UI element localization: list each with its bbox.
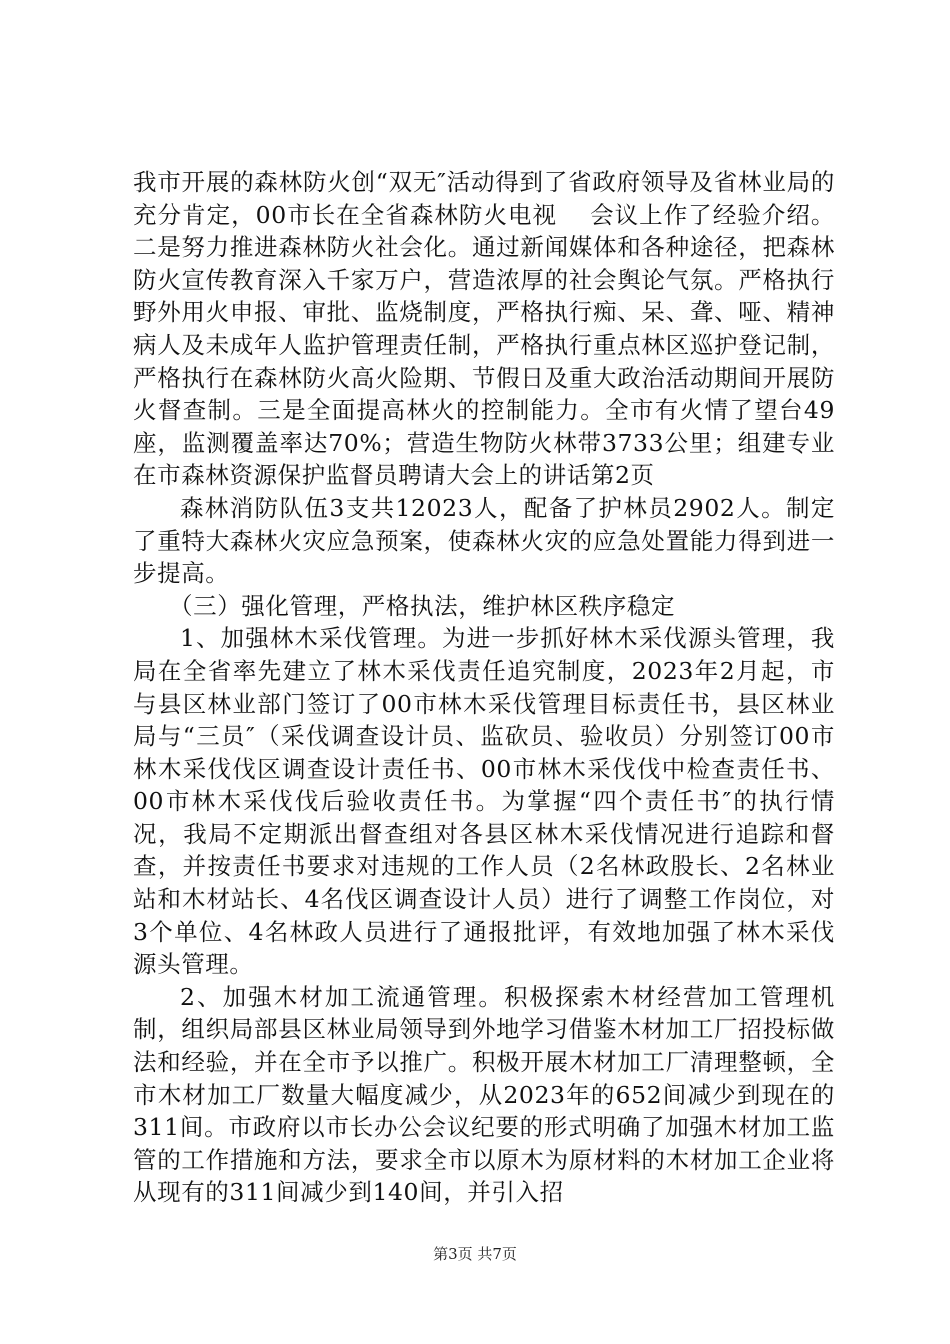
page-number-footer: 第3页 共7页 xyxy=(433,1245,517,1263)
paragraph-timber-processing: 2、加强木材加工流通管理。积极探索木材经营加工管理机制，组织局部县区林业局领导到外地学习借鉴木材加工厂招投标做法和经验，并在全市予以推广。积极开展木材加工厂清理整顿，全市木材加工厂数量大幅度减少，从2023年的652间减少到现在的311间。市政府以市长办公会议纪要的形式明确了加强木材加工监管的工作措施和方法，要求全市以原木为原材料的木材加工企业将从现有的311间减少到140间，并引入招 xyxy=(133,982,835,1207)
document-body xyxy=(133,166,835,1209)
paragraph-fire-brigade: 森林消防队伍3支共12023人，配备了护林员2902人。制定了重特大森林火灾应急预案，使森林火灾的应急处置能力得到进一步提高。 xyxy=(133,493,835,588)
paragraph-logging-management: 1、加强林木采伐管理。为进一步抓好林木采伐源头管理，我局在全省率先建立了林木采伐责任追究制度，2023年2月起，市与县区林业部门签订了00市林木采伐管理目标责任书，县区林业局与“三员″（采伐调查设计员、监砍员、验收员）分别签订00市林木采伐伐区调查设计责任书、00市林木采伐伐中检查责任书、00市林木采伐伐后验收责任书。为掌握“四个责任书″的执行情况，我局不定期派出督查组对各县区林木采伐情况进行追踪和督查，并按责任书要求对违规的工作人员（2名林政股长、2名林业站和木材站长、4名伐区调查设计人员）进行了调整工作岗位，对3个单位、4名林政人员进行了通报批评，有效地加强了林木采伐源头管理。 xyxy=(133,624,835,979)
section-heading-management: （三）强化管理，严格执法，维护林区秩序稳定 xyxy=(169,591,676,620)
paragraph-fire-prevention: 我市开展的森林防火创“双无″活动得到了省政府领导及省林业局的充分肯定，00市长在全省森林防火电视 会议上作了经验介绍。二是努力推进森林防火社会化。通过新闻媒体和各种途径，把森林防火宣传教育深入千家万户，营造浓厚的社会舆论气氛。严格执行野外用火申报、审批、监烧制度，严格执行痴、呆、聋、哑、精神病人及未成年人监护管理责任制，严格执行重点林区巡护登记制，严格执行在森林防火高火险期、节假日及重大政治活动期间开展防火督查制。三是全面提高林火的控制能力。全市有火情了望台49座，监测覆盖率达70%；营造生物防火林带3733公里；组建专业在市森林资源保护监督员聘请大会上的讲话第2页 xyxy=(133,168,835,490)
